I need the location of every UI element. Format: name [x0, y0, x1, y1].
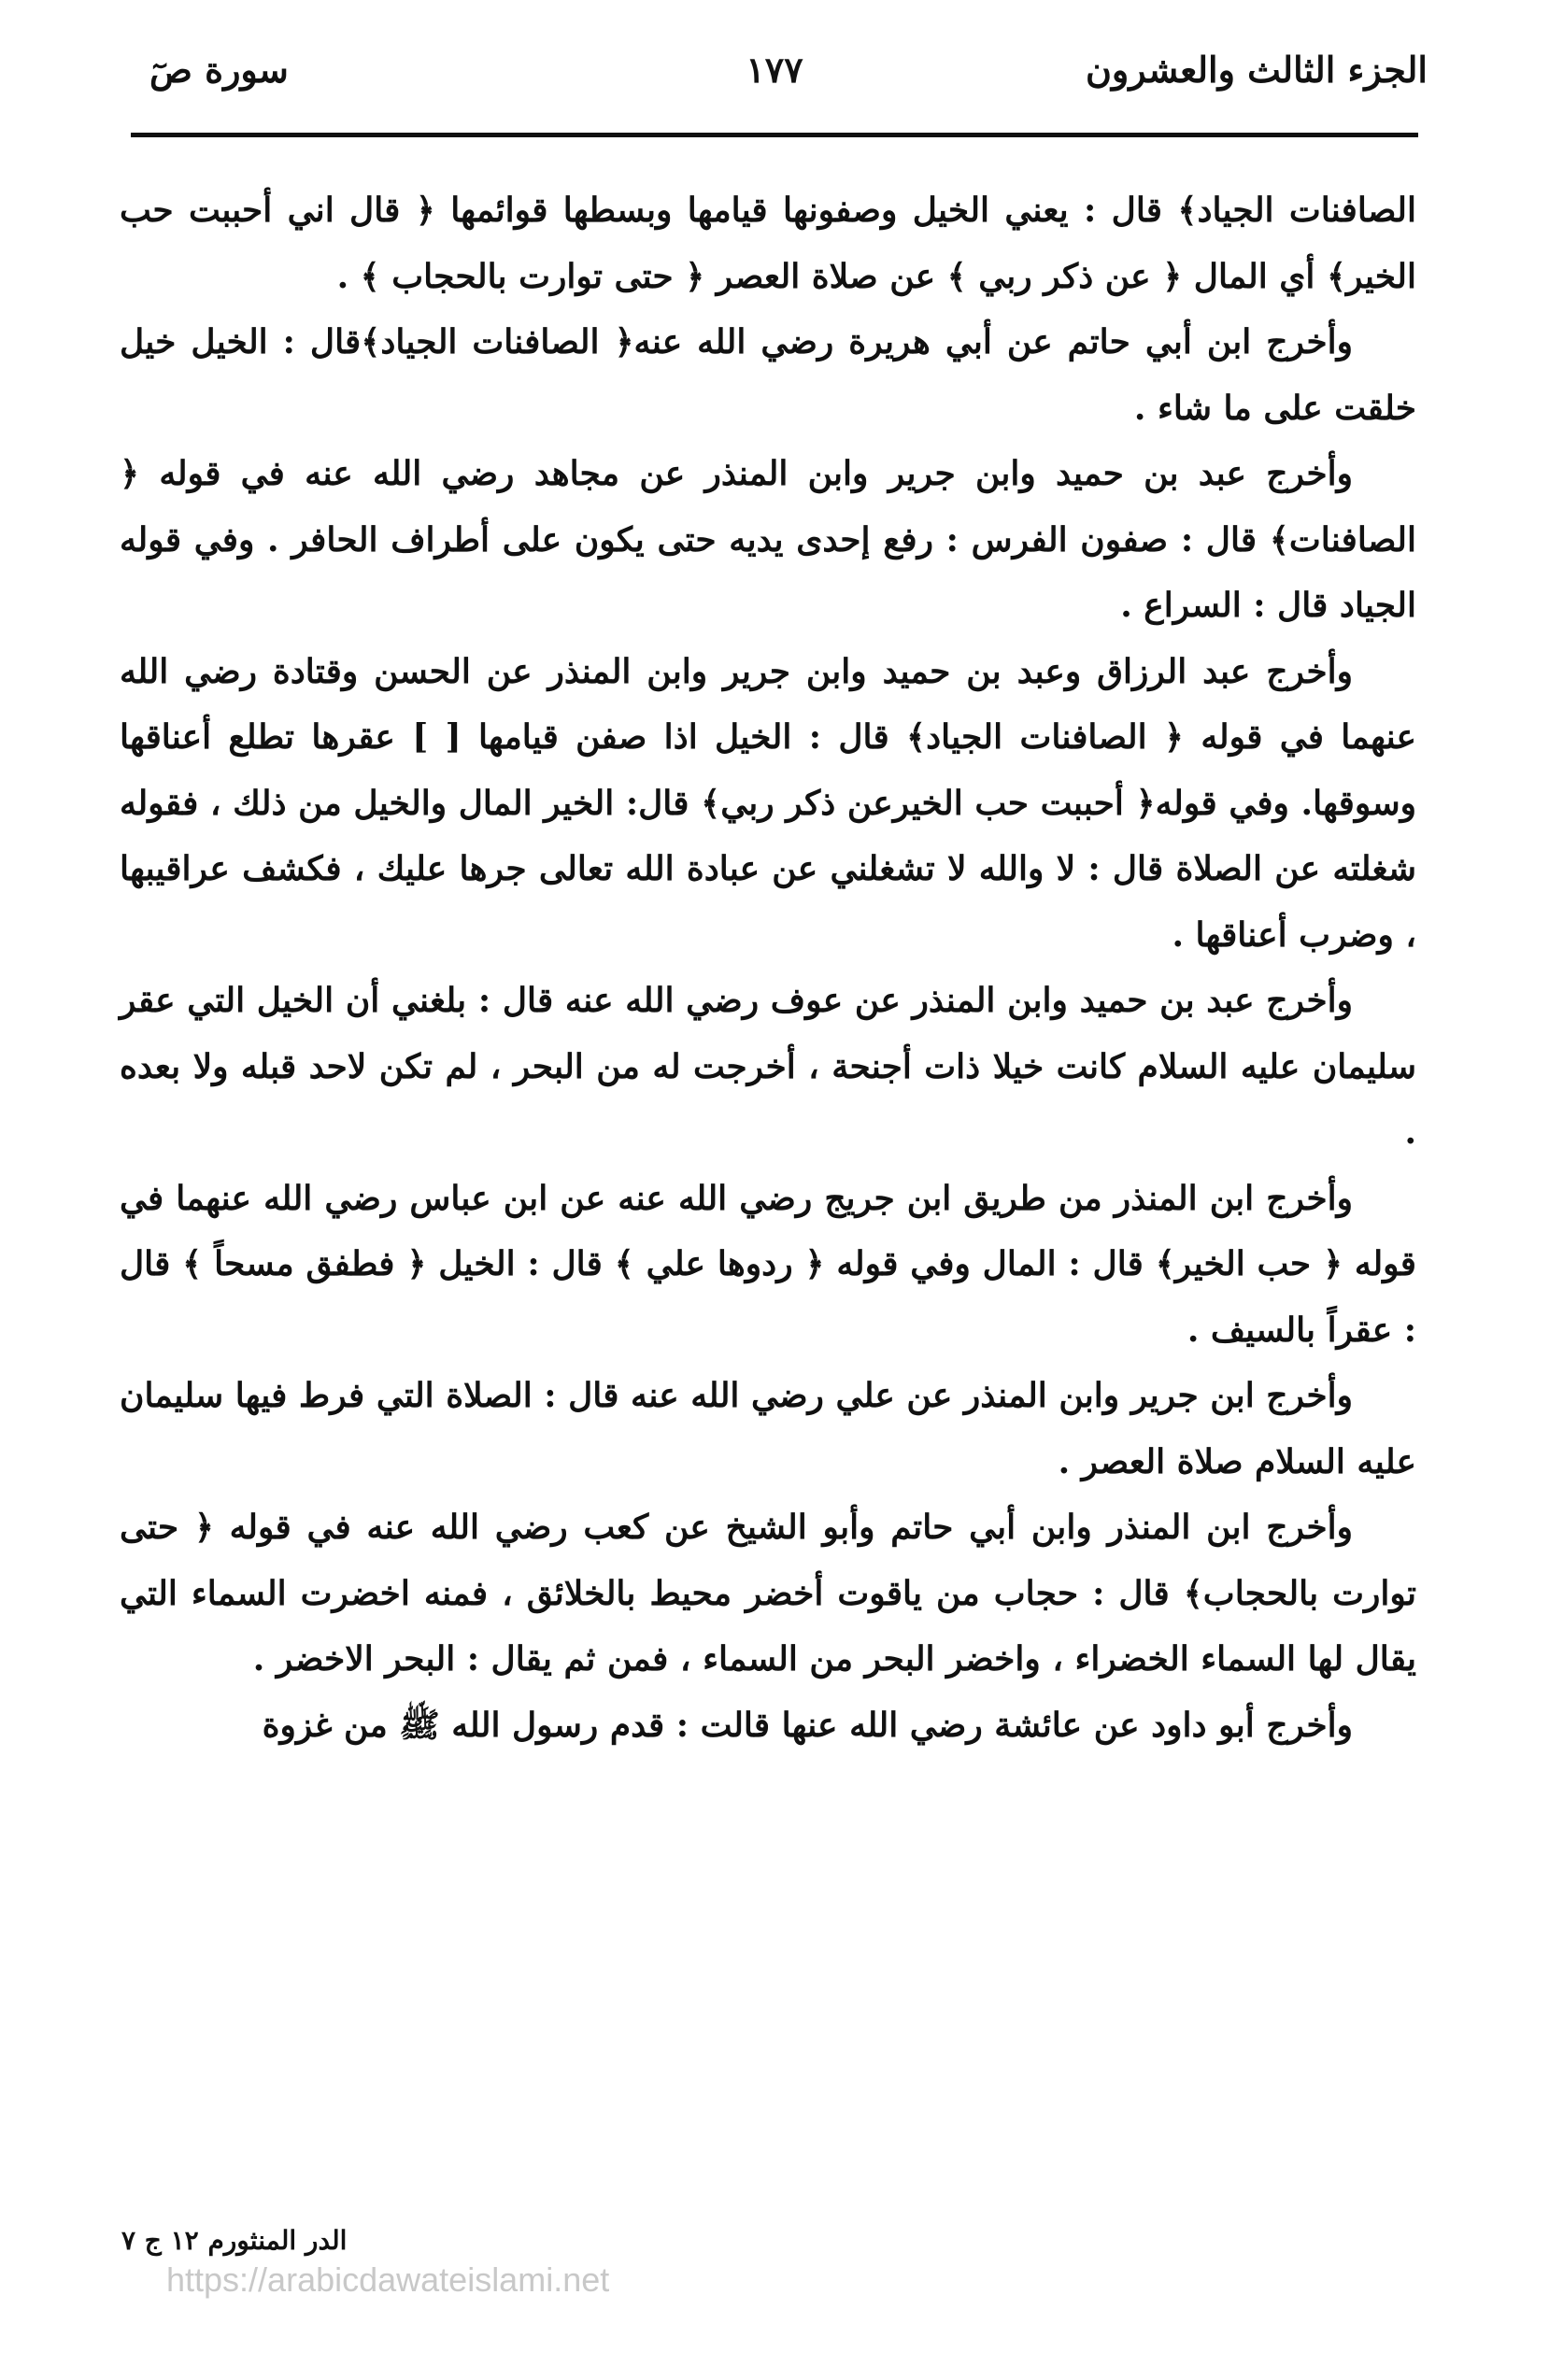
paragraph-4: وأخرج عبد الرزاق وعبد بن حميد وابن جرير وابن المنذر عن الحسن وقتادة رضي الله عنهما في قوله ﴿ الصافنات الجياد﴾ قال : الخيل اذا صفن قيامها [ ] عقرها تطلع أعناقها وسوقها. وفي قوله﴿ أحببت حب الخيرعن ذكر ربي﴾ قال: الخير المال والخيل من ذلك ، فقوله شغلته عن الصلاة قال : لا والله لا تشغلني عن عبادة الله تعالى جرها عليك ، فكشف عراقيبها ، وضرب أعناقها . [120, 651, 1416, 955]
paragraph-9: وأخرج أبو داود عن عائشة رضي الله عنها قالت : قدم رسول الله ﷺ من غزوة [262, 1705, 1353, 1745]
paragraph-2: وأخرج ابن أبي حاتم عن أبي هريرة رضي الله عنه﴿ الصافنات الجياد﴾قال : الخيل خيل خلقت على ما شاء . [120, 322, 1416, 428]
paragraph-5: وأخرج عبد بن حميد وابن المنذر عن عوف رضي الله عنه قال : بلغني أن الخيل التي عقر سليمان عليه السلام كانت خيلا ذات أجنحة ، أخرجت له من البحر ، لم تكن لاحد قبله ولا بعده . [120, 981, 1416, 1152]
paragraph-6: وأخرج ابن المنذر من طريق ابن جريج رضي الله عنه عن ابن عباس رضي الله عنهما في قوله ﴿ حب الخير﴾ قال : المال وفي قوله ﴿ ردوها علي ﴾ قال : الخيل ﴿ فطفق مسحاً ﴾ قال : عقراً بالسيف . [120, 1178, 1416, 1350]
page-body [120, 177, 1416, 1758]
paragraph-7: وأخرج ابن جرير وابن المنذر عن علي رضي الله عنه قال : الصلاة التي فرط فيها سليمان عليه السلام صلاة العصر . [120, 1376, 1416, 1481]
paragraph-3: وأخرج عبد بن حميد وابن جرير وابن المنذر عن مجاهد رضي الله عنه في قوله ﴿ الصافنات﴾ قال : صفون الفرس : رفع إحدى يديه حتى يكون على أطراف الحافر . وفي قوله الجياد قال : السراع . [120, 454, 1416, 625]
page-header [121, 37, 1428, 131]
part-title: الجزء الثالث والعشرون [1086, 49, 1428, 91]
paragraph-8: وأخرج ابن المنذر وابن أبي حاتم وأبو الشيخ عن كعب رضي الله عنه في قوله ﴿ حتى توارت بالحجاب﴾ قال : حجاب من ياقوت أخضر محيط بالخلائق ، فمنه اخضرت السماء التي يقال لها السماء الخضراء ، واخضر البحر من السماء ، فمن ثم يقال : البحر الاخضر . [120, 1508, 1416, 1679]
paragraph-1: الصافنات الجياد﴾ قال : يعني الخيل وصفونها قيامها وبسطها قوائمها ﴿ قال اني أحببت حب الخير﴾ أي المال ﴿ عن ذكر ربي ﴾ عن صلاة العصر ﴿ حتى توارت بالحجاب ﴾ . [120, 191, 1416, 296]
page-number: ١٧٧ [746, 49, 803, 91]
surah-title: سورة صٓ [149, 49, 289, 91]
header-rule [131, 133, 1418, 137]
watermark-url: https://arabicdawateislami.net [166, 2260, 610, 2299]
footer-signature: الدر المنثورم ١٢ ج ٧ [121, 2225, 348, 2256]
